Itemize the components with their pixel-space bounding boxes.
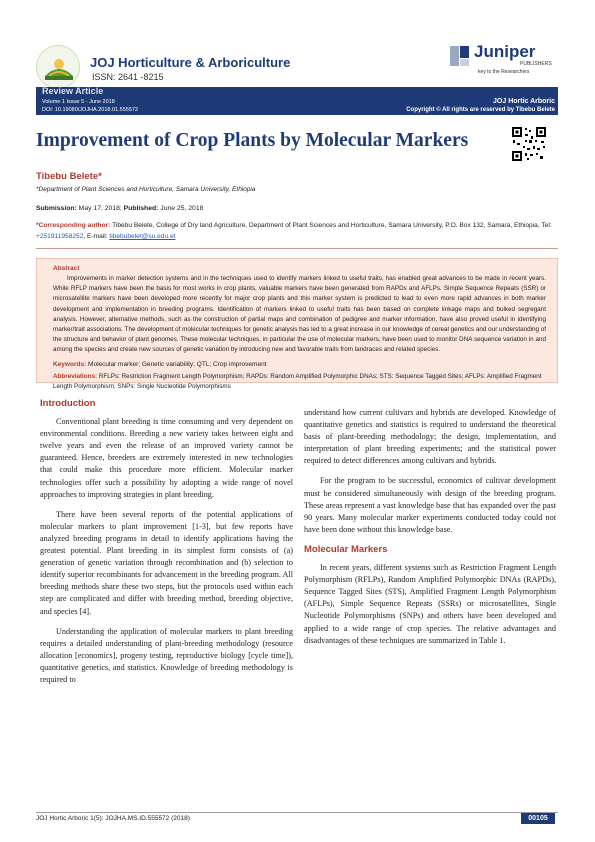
- article-title: Improvement of Crop Plants by Molecular Markers: [36, 130, 469, 151]
- journal-logo: [36, 45, 80, 89]
- article-type: Review Article: [42, 86, 104, 96]
- qr-code-icon: [511, 126, 547, 162]
- issn: ISSN: 2641 -8215: [92, 72, 164, 82]
- publisher-tagline: key to the Researchers: [478, 69, 530, 75]
- footer-citation: JOJ Hortic Arboric 1(5): JOJHA.MS.ID.555572 (2018): [36, 815, 190, 822]
- divider: [36, 248, 558, 249]
- right-column: [304, 407, 556, 655]
- journal-short-name: JOJ Hortic Arboric: [493, 98, 555, 105]
- page-number: 00105: [521, 813, 555, 824]
- corr-text: Tibebu Belete, College of Dry land Agriculture, Department of Plant Sciences and Horticulture, Samara University, P.O. Box 132, Samara, Ethiopia, Tel:: [110, 222, 552, 229]
- footer-divider: [36, 812, 558, 813]
- abstract-heading: Abstract: [53, 265, 80, 272]
- keywords: [53, 361, 546, 368]
- publisher-name: Juniper: [474, 42, 536, 61]
- keywords-text: Molecular marker; Genetic variability; QTL; Crop improvement: [86, 360, 267, 368]
- paragraph: understand how current cultivars and hybrids are developed. Knowledge of quantitative genetics and statistics is required to understand the theoretical basis of plant-breeding methodology; the design, implementation, and interpretation of plant breeding experiments; and the statistical power required to detect differences among cultivars and hybrids.: [304, 408, 556, 466]
- corr-label: *Corresponding author:: [36, 222, 111, 229]
- dates: [36, 205, 203, 212]
- copyright: Copyright © All rights are reserved by Tibebu Belete: [406, 107, 555, 113]
- volume-info: Volume 1 Issue 5 - June 2018: [42, 99, 115, 105]
- journal-title: JOJ Horticulture & Arboriculture: [90, 55, 291, 70]
- corr-email-label: , E-mail:: [83, 233, 110, 240]
- paragraph: Conventional plant breeding is time consuming and very dependent on environmental conditions. Breeding a new variety takes between eight and twelve years and even the release of an improved variety cannot be guaranteed. Hence, breeders are extremely interested in new technologies that could make this procedure more efficient. Molecular marker technologies offer such a possibility by adopting a wide range of novel approaches to improving strategies in plant breeding.: [40, 417, 293, 499]
- corr-tel[interactable]: +251911958252: [36, 233, 84, 240]
- section-heading-introduction: Introduction: [40, 398, 96, 409]
- abstract: [53, 265, 546, 392]
- submission-label: Submission:: [36, 205, 77, 212]
- abbreviations-text: RFLPs: Restriction Fragment Length Polymorphism; RAPDs: Random Amplified Polymorphic DNAs; STS: Sequence Tagged Sites; AFLPs: Amplified Fragment Length Polymorphism; SNPs: Single Nucleotide Polymorphisms: [53, 372, 542, 390]
- doi[interactable]: DOI: 10.19080/JOJHA.2018.01.555572: [42, 107, 139, 113]
- paragraph: In recent years, different systems such as Restriction Fragment Length Polymorphism (RFLPs), Random Amplified Polymorphic DNAs (RAPDs), Sequence Tagged Sites (STS), Amplified Fragment Length Polymorphism (AFLPs), Simple Sequence Repeats (SSRs) or microsatellites, Single Nucleotide Polymorphisms (SNPs) and others have been developed and applied to a wide range of crop species. The relative advantages and disadvantages of these techniques are summarized in Table 1.: [304, 563, 556, 645]
- affiliation: *Department of Plant Sciences and Horticulture, Samara University, Ethiopia: [36, 186, 256, 193]
- corresponding-author: [36, 220, 556, 242]
- abbreviations: [53, 372, 546, 392]
- published-label: Published:: [123, 205, 159, 212]
- paragraph: For the program to be successful, economics of cultivar development must be considered simultaneously with design of the breeding program. These areas represent a vast knowledge base that has expanded over the past 90 years. Many molecular marker experiments conducted today could not have been done without this knowledge base.: [304, 476, 556, 534]
- abstract-text: Improvements in marker detection systems and in the techniques used to identify markers linked to useful traits, has enabled great advances to be made in recent years. While RFLP markers have been the basis for most works in crop plants, valuable markers have been generated from RAPDs and AFLPs. Simple Sequence Repeats (SSR) or microsatellite markers have been developed more recently for major crop plants and this marker system is predicted to lead to even more rapid advances in both marker development and implementation in breeding programs. Identification of markers linked to useful traits has been based on complete linkage maps and bulked segregant analysis. However, alternative methods, such as the construction of partial maps and combination of pedigree and marker information, have also proved useful in identifying marker/trait associations. The development of molecular techniques for genetic analysis has led to a great increase in our knowledge of cereal genetics and our understanding of the structure and behavior of plant genomes. These molecular techniques, in particular the use of molecular markers, have been used to monitor DNA sequence variation in and among the species and create new sources of genetic variation by introducing new and favorable traits from landraces and related species.: [53, 275, 546, 354]
- published-date: June 25, 2018: [158, 205, 204, 212]
- publisher-logo[interactable]: [448, 42, 558, 78]
- author: Tibebu Belete*: [36, 171, 102, 182]
- left-column: [40, 398, 293, 694]
- publisher-sub: PUBLISHERS: [520, 61, 552, 67]
- paragraph: Understanding the application of molecular markers to plant breeding requires a detailed understanding of plant-breeding methodology (resource allocation [economics], progeny testing, reproductive biology [cycle time]), quantitative genetics, and statistics. Knowledge of breeding methodology is required to: [40, 626, 293, 684]
- keywords-label: Keywords:: [53, 360, 87, 368]
- corr-email-link[interactable]: tibebubelet@su.edu.et: [109, 233, 176, 240]
- submission-date: May 17, 2018;: [76, 205, 124, 212]
- abbreviations-label: Abbreviations:: [53, 372, 98, 380]
- section-heading-molecular-markers: Molecular Markers: [304, 543, 388, 555]
- paragraph: There have been several reports of the potential applications of molecular markers to plant improvement [1-3], but few reports have analyzed breeding programs in detail to identify applications having the greatest potential. Plant breeding in its simplest form consists of (a) generation of genetic variation through recombination and (b) selection to identify superior recombinants for advancement in the breeding program. All breeding methods share these two steps, but the protocols used within each step are complicated and differ with breeding method, breeding objective, and species [4].: [40, 509, 293, 616]
